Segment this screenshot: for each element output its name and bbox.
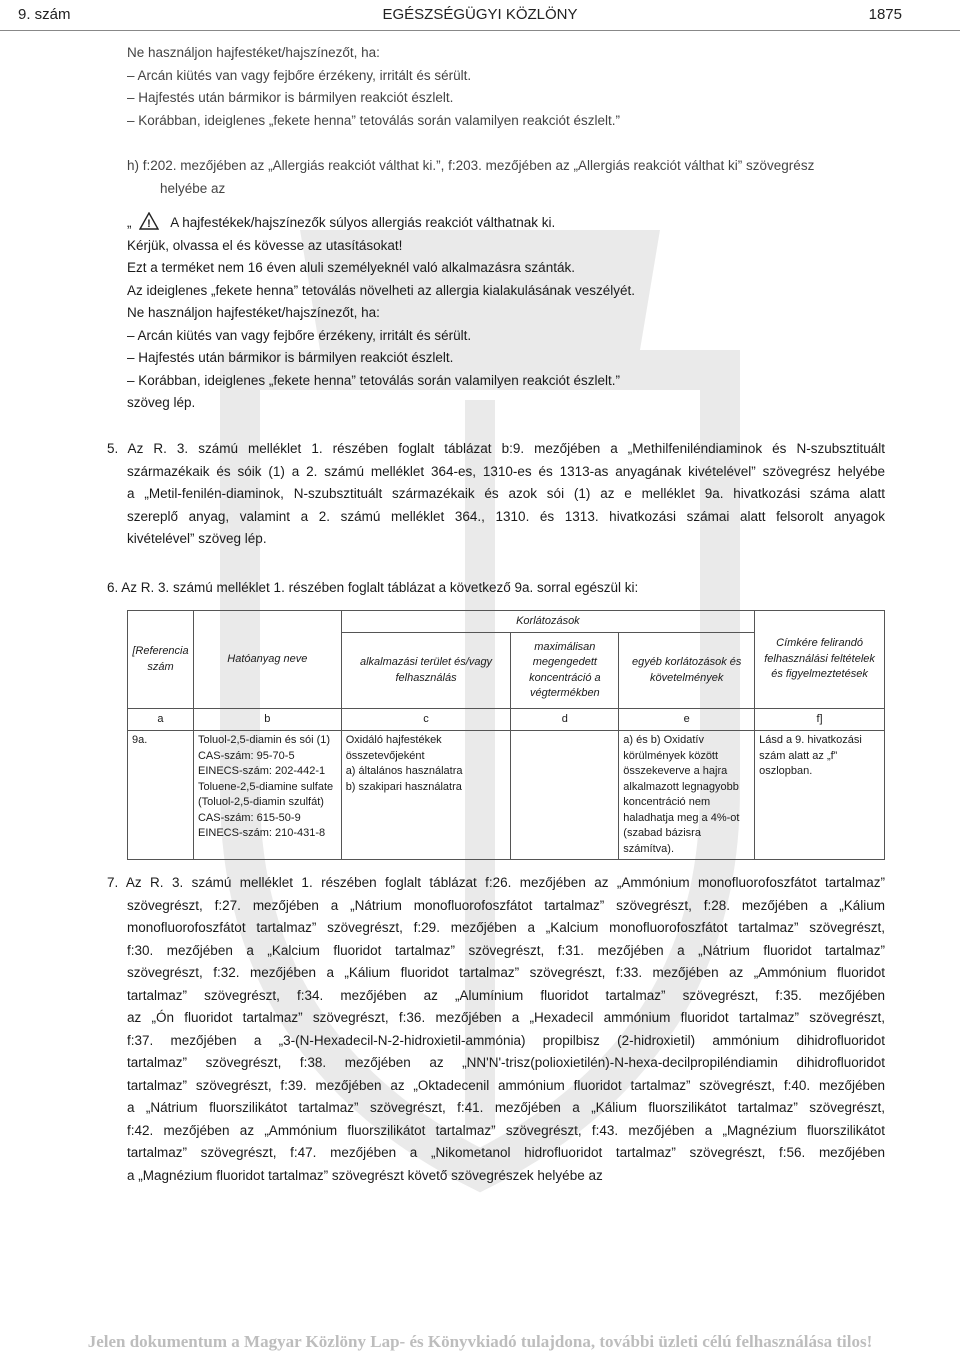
cell-line: a) és b) Oxidatív [623,734,704,746]
paragraph-line: monofluorofoszfátot tartalmaz” szövegrészt, f:29. mezőjében a „Kalcium monofluorofoszfátot tartalmaz” szövegrészt, [127,920,885,935]
header-substance: Hatóanyag neve [193,611,341,709]
cell-line: számítva). [623,842,675,855]
cell-label [755,731,885,860]
cell-line: oszlopban. [759,765,813,777]
issue-number: 9. szám [18,6,71,23]
warning-line: Az ideiglenes „fekete henna” tetoválás növelheti az allergia kialakulásának veszélyét. [127,282,636,298]
paragraph-line: f:37. mezőjében a „3-(N-Hexadecil-N-2-hidroxietil-ammónia) propilbisz (2-hidroxietil) ammónium dihidrofluoridot [127,1032,885,1048]
header-maxconc: maximálisan megengedett koncentráció a végtermékben [511,633,619,709]
paragraph-line: a „Metil-fenilén-diaminok, N-szubsztituált származékaik és azok sói (1) az e melléklet 9a. hivatkozási száma alatt [127,486,885,501]
substance-table [127,610,885,860]
paragraph-line: szövegrészt, f:27. mezőjében a „Nátrium monofluorofoszfátot tartalmaz” szövegrészt, f:28. mezőjében a „Kálium [127,897,885,913]
clause-h-line: h) f:202. mezőjében az „Allergiás reakciót válthat ki.”, f:203. mezőjében az „Allergiás reakciót válthat ki” szövegrész [127,158,815,173]
page-header [0,0,960,31]
col-letter: e [619,709,755,731]
page-number: 1875 [868,6,902,23]
paragraph-line: tartalmaz” szövegrészt, f:39. mezőjében az „Oktadecenil ammónium fluoridot tartalmaz” szövegrészt, f:40. mezőjében [127,1077,885,1093]
header-restrictions: Korlátozások [341,611,754,633]
cell-line: alkalmazott legnagyobb [623,780,739,793]
cell-line: összekeverve a hajra [623,765,728,777]
list-item: – Arcán kiütés van vagy fejbőre érzékeny, irritált és sérült. [127,325,635,348]
list-item: – Arcán kiütés van vagy fejbőre érzékeny, irritált és sérült. [127,65,620,88]
col-letter: f] [755,709,885,731]
clause-h [127,155,814,200]
warning-end: szöveg lép. [127,395,196,410]
cell-line: EINECS-szám: 210-431-8 [197,827,326,839]
header-ref: [Referencia szám [128,611,194,709]
warning-block [127,212,635,415]
cell-line: összetevőjeként [345,749,425,762]
col-letter: c [341,709,511,731]
paragraph-line: 6. Az R. 3. számú melléklet 1. részében foglalt táblázat a következő 9a. sorral egészül ki: [107,580,639,595]
cell-maxconc [511,731,619,860]
paragraph-line: 7. Az R. 3. számú melléklet 1. részében foglalt táblázat f:26. mezőjében az „Ammónium monofluorofoszfátot tartalmaz” [107,875,885,890]
paragraph-line: az „Ón fluoridot tartalmaz” szövegrészt, f:36. mezőjében a „Hexadecil ammónium fluoridot tartalmaz” szövegrészt, [127,1010,885,1025]
warning-list-a [127,42,620,132]
cell-line: a) általános használatra [345,765,463,777]
cell-line: körülmények között [623,749,719,762]
clause-h-line: helyébe az [160,180,226,196]
paragraph-line: tartalmaz” szövegrészt, f:47. mezőjében a „Nikometanol hidrofluoridot tartalmaz” szövegrészt, f:56. mezőjében [127,1145,885,1160]
col-letter: a [128,709,194,731]
cell-line: EINECS-szám: 202-442-1 [197,765,326,777]
cell-line: Toluol-2,5-diamin és sói (1) [197,734,331,746]
list-item: – Hajfestés után bármikor is bármilyen reakciót észlelt. [127,347,635,370]
col-letter: d [511,709,619,731]
header-label: Címkére felirandó felhasználási feltételek és figyelmeztetések [755,611,885,709]
paragraph-line: f:42. mezőjében az „Ammónium fluorszilikátot tartalmaz” szövegrészt, f:43. mezőjében a „Magnézium fluorszilikátot [127,1122,885,1138]
cell-line: szám alatt az „f” [759,749,838,762]
warning-line: Ezt a terméket nem 16 éven aluli személyeknél való alkalmazásra szánták. [127,260,575,275]
cell-line: Lásd a 9. hivatkozási [759,734,862,746]
paragraph-line: a „Magnézium fluoridot tartalmaz” szövegrészt követő szövegrészek helyébe az [127,1167,603,1183]
warning-text: A hajfestékek/hajszínezők súlyos allergiás reakciót válthatnak ki. [170,215,556,230]
paragraph-line: szereplő anyag, valamint a 2. számú melléklet 364., 1310. és 1313. hivatkozási számai alatt felsorolt anyagok [127,508,885,524]
cell-other [619,731,755,860]
cell-line: (Toluol-2,5-diamin szulfát) [197,796,324,808]
paragraph-6 [107,577,638,600]
cell-substance [193,731,341,860]
col-letter: b [193,709,341,731]
cell-line: Oxidáló hajfestékek [345,734,442,746]
cell-area [341,731,511,860]
paragraph-line: kivételével” szöveg lép. [127,531,267,546]
copyright-footer: Jelen dokumentum a Magyar Közlöny Lap- és Könyvkiadó tulajdona, további üzleti célú felhasználása tilos! [87,1332,873,1351]
paragraph-line: 5. Az R. 3. számú melléklet 1. részében foglalt táblázat b:9. mezőjében a „Methilfeniléndiaminok és N-szubsztituált [107,441,885,456]
intro-text: Ne használjon hajfestéket/hajszínezőt, ha: [127,45,380,60]
paragraph-line: tartalmaz” szövegrészt, f:38. mezőjében az „NN'N'-trisz(polioxietilén)-N-hexa-decilpropiléndiamin dihidrofluoridot [127,1055,885,1070]
paragraph-line: tartalmaz” szövegrészt, f:34. mezőjében az „Alumínium fluoridot tartalmaz” szövegrészt, f:35. mezőjében [127,987,885,1003]
cell-line: koncentráció nem [623,796,711,808]
cell-line: b) szakipari használatra [345,780,462,793]
cell-ref: 9a. [128,731,194,860]
cell-line: (szabad bázisra [623,827,701,839]
paragraph-line: f:30. mezőjében a „Kalcium fluoridot tartalmaz” szövegrészt, f:31. mezőjében a „Nátrium fluoridot tartalmaz” [127,942,885,958]
list-item: – Korábban, ideiglenes „fekete henna” tetoválás során valamilyen reakciót észlelt.” [127,370,635,393]
warning-line: Kérjük, olvassa el és kövesse az utasításokat! [127,237,403,253]
list-item: – Korábban, ideiglenes „fekete henna” tetoválás során valamilyen reakciót észlelt.” [127,110,620,133]
journal-title: EGÉSZSÉGÜGYI KÖZLÖNY [382,6,578,23]
paragraph-line: származékaik és sóik (1) a 2. számú melléklet 364-es, 1310-es és 1313-as anyagának kivételével” szövegrész helyébe [127,463,885,479]
cell-line: CAS-szám: 615-50-9 [197,811,301,824]
warning-line: Ne használjon hajfestéket/hajszínezőt, ha: [127,305,380,320]
paragraph-line: a „Nátrium fluorszilikátot tartalmaz” szövegrészt, f:41. mezőjében a „Kálium fluorszilikátot tartalmaz” szövegrészt, [127,1100,885,1115]
cell-line: Toluene-2,5-diamine sulfate [197,780,334,793]
paragraph-line: szövegrészt, f:32. mezőjében a „Kálium fluoridot tartalmaz” szövegrészt, f:33. mezőjében az „Ammónium fluoridot [127,965,885,980]
paragraph-7 [107,872,885,1187]
header-other: egyéb korlátozások és követelmények [619,633,755,709]
cell-line: CAS-szám: 95-70-5 [197,749,295,762]
header-area: alkalmazási terület és/vagy felhasználás [341,633,511,709]
paragraph-5 [107,438,885,551]
table-row [128,731,885,860]
list-item: – Hajfestés után bármikor is bármilyen reakciót észlelt. [127,87,620,110]
cell-line: haladhatja meg a 4%-ot [623,811,740,824]
warning-triangle-icon [139,212,159,230]
svg-text:!: ! [147,218,152,230]
quote-open: „ [127,215,132,230]
